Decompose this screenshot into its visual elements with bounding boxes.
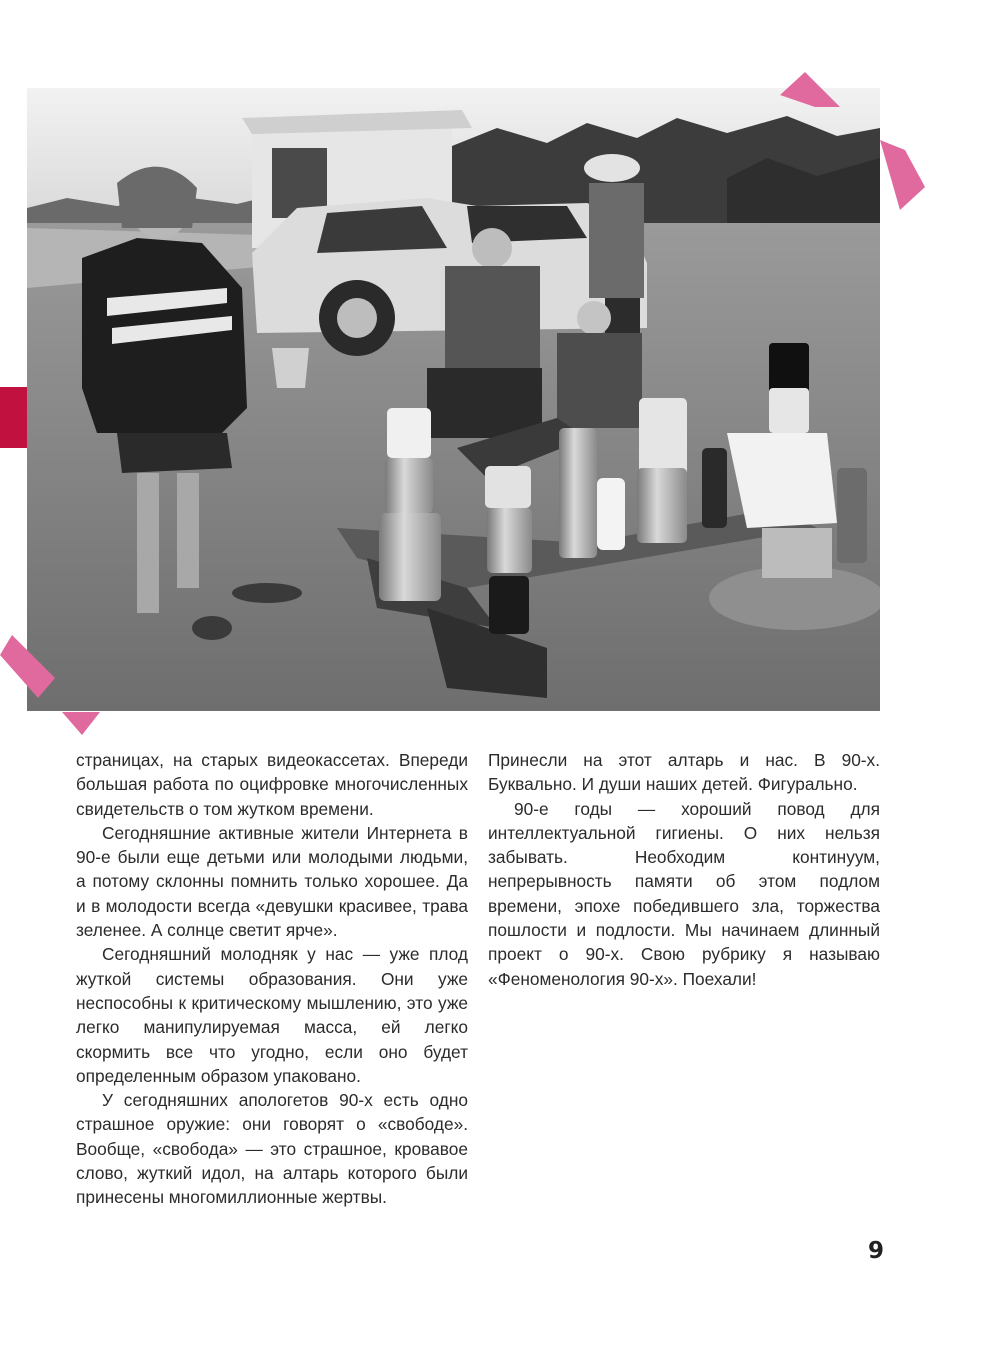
photo-roadside-market-image	[27, 88, 880, 711]
paragraph: Сегодняшние активные жители Интернета в 90-е были еще детьми или молодыми людьми, а потому склонны помнить только хорошее. Да и в молодости всегда «девушки краcивее, трава зеленее. А солнце светит ярче».	[76, 822, 468, 941]
crimson-side-bar	[0, 387, 27, 448]
paragraph: У сегодняшних апологетов 90-х есть одно страшное оружие: они говорят о «свободе». Вообще, «свобода» — это страшное, кровавое слово, жуткий идол, на алтарь которого были принесены многомиллионные жертвы.	[76, 1090, 468, 1208]
article-column-right	[488, 748, 880, 991]
paragraph: 90-е годы — хороший повод для интеллектуальной гигиены. О них нельзя забывать. Необходим континуум, непрерывность памяти об этом подлом времени, эпохе победившего зла, торжества пошлости и подлости. Мы начинаем длинный проект о 90-х. Свою рубрику я называю «Феноменология 90-х». Поехали!	[488, 798, 880, 989]
paragraph: страницах, на старых видеокассетах. Впереди большая работа по оцифровке многочисленных свидетельств о том жутком времени.	[76, 750, 468, 819]
pink-stripe-bottom-center	[62, 712, 100, 735]
article-photo	[27, 88, 880, 711]
paragraph: Сегодняшний молодняк у нас — уже плод жуткой системы образования. Они уже неспособны к критическому мышлению, это уже легко манипулируемая масса, ей легко скормить все что угодно, если оно будет определенным образом упаковано.	[76, 944, 468, 1086]
article-column-left	[76, 748, 468, 1210]
paragraph: Принесли на этот алтарь и нас. В 90-х. Буквально. И души наших детей. Фигурально.	[488, 750, 880, 795]
page-number: 9	[868, 1238, 885, 1264]
pink-stripe-top-right	[880, 140, 925, 210]
